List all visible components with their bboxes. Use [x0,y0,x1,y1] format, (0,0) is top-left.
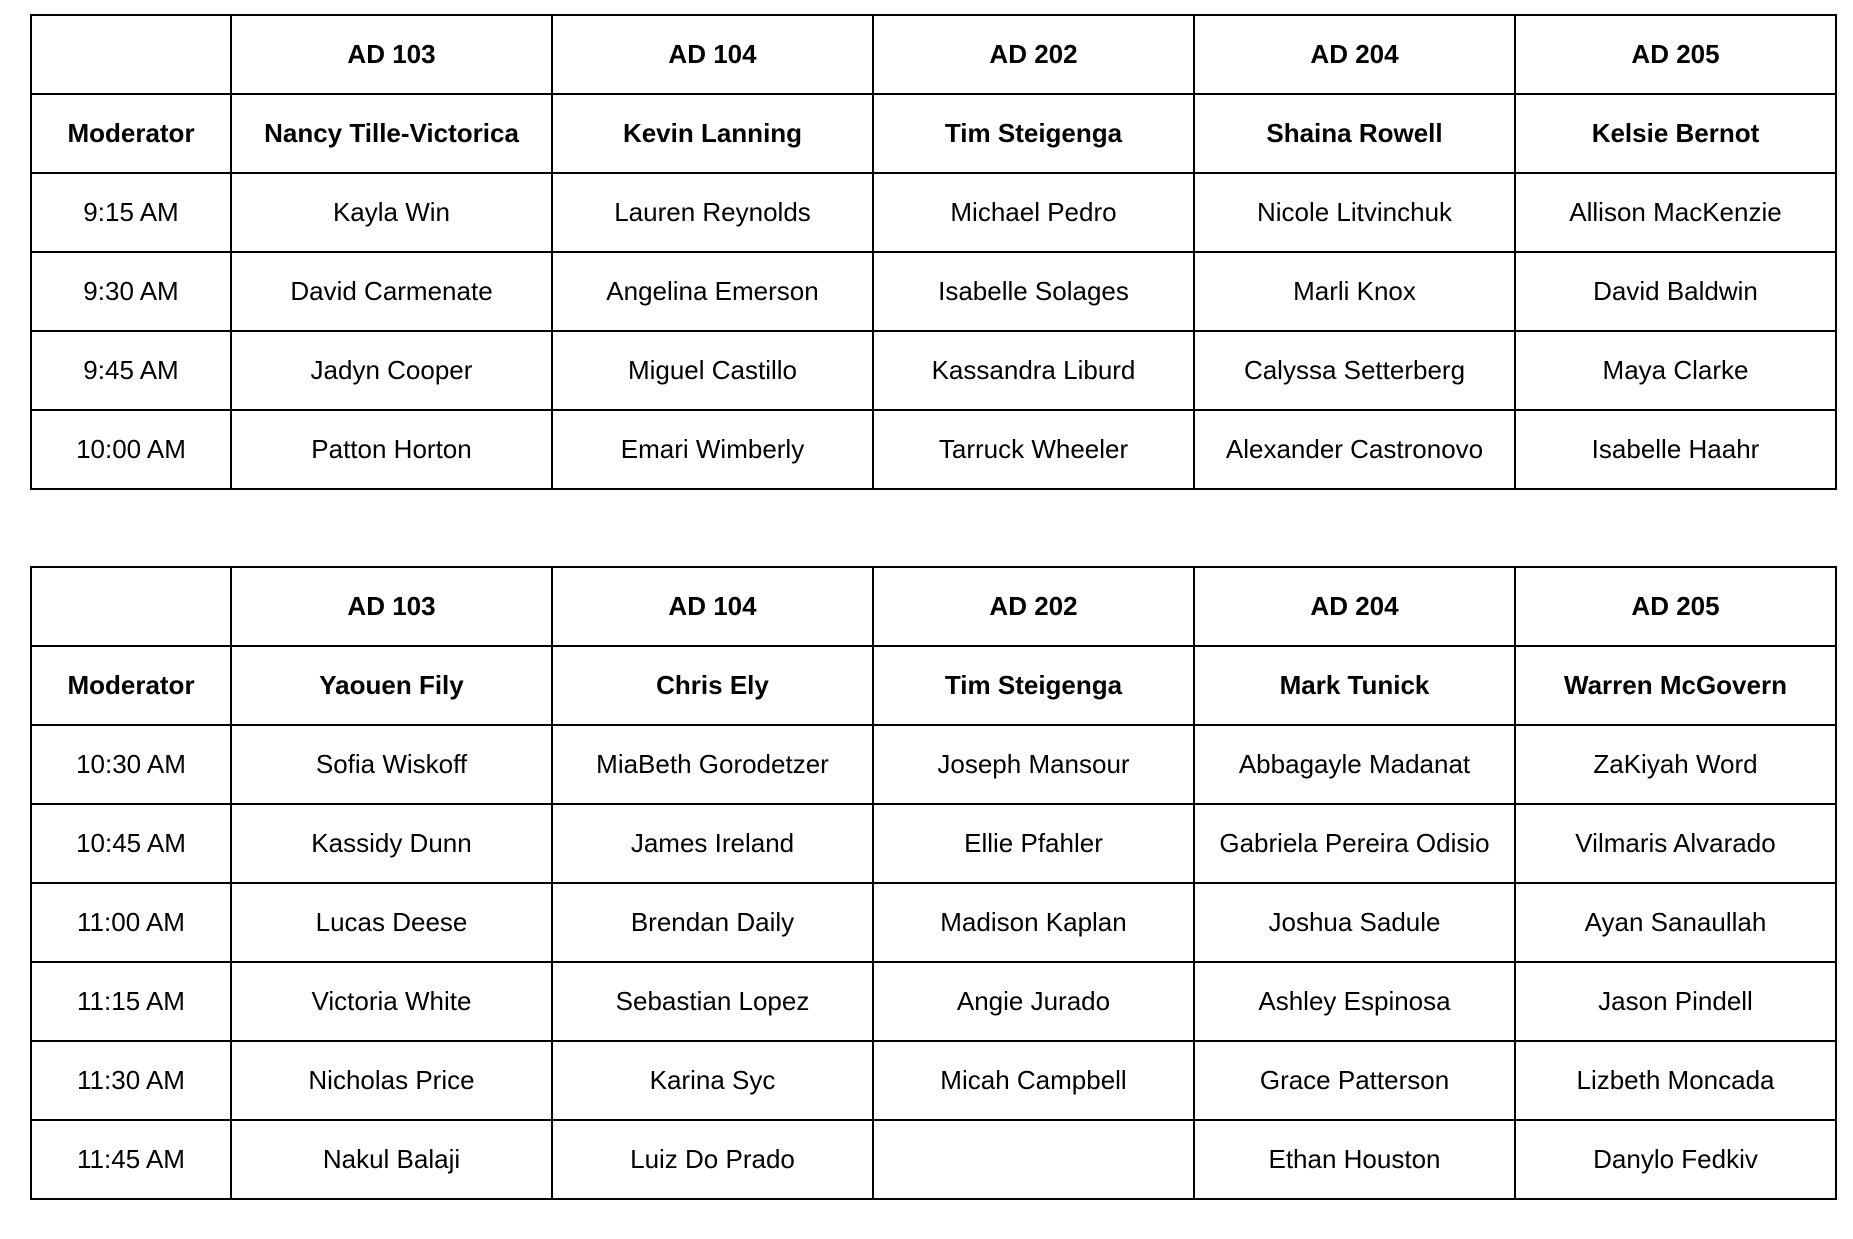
presenter-cell: Sofia Wiskoff [231,725,552,804]
room-header: AD 104 [552,567,873,646]
schedule-table-morning-1 [30,14,1837,490]
room-header: AD 205 [1515,567,1836,646]
presenter-cell: Brendan Daily [552,883,873,962]
time-cell: 11:30 AM [31,1041,231,1120]
presenter-cell: Ethan Houston [1194,1120,1515,1199]
presenter-cell: Lucas Deese [231,883,552,962]
presenter-cell: ZaKiyah Word [1515,725,1836,804]
presenter-cell: Angie Jurado [873,962,1194,1041]
presenter-cell: Victoria White [231,962,552,1041]
presenter-cell: Kassidy Dunn [231,804,552,883]
presenter-cell: Miguel Castillo [552,331,873,410]
presenter-cell: Nicholas Price [231,1041,552,1120]
presenter-cell: Joshua Sadule [1194,883,1515,962]
presenter-cell: Kassandra Liburd [873,331,1194,410]
presenter-cell: Abbagayle Madanat [1194,725,1515,804]
moderator-name: Chris Ely [552,646,873,725]
moderator-name: Tim Steigenga [873,646,1194,725]
presenter-cell: Ashley Espinosa [1194,962,1515,1041]
presenter-cell: Joseph Mansour [873,725,1194,804]
time-slot-row [31,804,1836,883]
presenter-cell: Ayan Sanaullah [1515,883,1836,962]
presenter-cell: Alexander Castronovo [1194,410,1515,489]
presenter-cell: Isabelle Haahr [1515,410,1836,489]
corner-cell [31,15,231,94]
presenter-cell: Danylo Fedkiv [1515,1120,1836,1199]
moderator-name: Mark Tunick [1194,646,1515,725]
presenter-cell: Patton Horton [231,410,552,489]
time-slot-row [31,962,1836,1041]
room-header: AD 202 [873,567,1194,646]
time-cell: 9:15 AM [31,173,231,252]
time-slot-row [31,173,1836,252]
moderator-name: Kevin Lanning [552,94,873,173]
presenter-cell-empty [873,1120,1194,1199]
time-cell: 11:15 AM [31,962,231,1041]
presenter-cell: Nicole Litvinchuk [1194,173,1515,252]
presenter-cell: Gabriela Pereira Odisio [1194,804,1515,883]
presenter-cell: Tarruck Wheeler [873,410,1194,489]
presenter-cell: Angelina Emerson [552,252,873,331]
presenter-cell: Nakul Balaji [231,1120,552,1199]
moderator-name: Shaina Rowell [1194,94,1515,173]
moderator-name: Tim Steigenga [873,94,1194,173]
presenter-cell: David Baldwin [1515,252,1836,331]
presenter-cell: Lauren Reynolds [552,173,873,252]
presenter-cell: Grace Patterson [1194,1041,1515,1120]
time-slot-row [31,725,1836,804]
schedule-table-morning-2 [30,566,1837,1200]
presenter-cell: Michael Pedro [873,173,1194,252]
presenter-cell: Luiz Do Prado [552,1120,873,1199]
presenter-cell: Ellie Pfahler [873,804,1194,883]
moderator-name: Kelsie Bernot [1515,94,1836,173]
presenter-cell: David Carmenate [231,252,552,331]
time-cell: 10:45 AM [31,804,231,883]
corner-cell [31,567,231,646]
moderator-name: Yaouen Fily [231,646,552,725]
presenter-cell: Micah Campbell [873,1041,1194,1120]
time-cell: 11:45 AM [31,1120,231,1199]
presenter-cell: Allison MacKenzie [1515,173,1836,252]
time-cell: 10:00 AM [31,410,231,489]
moderator-row [31,646,1836,725]
room-header: AD 204 [1194,15,1515,94]
time-slot-row [31,1120,1836,1199]
moderator-name: Warren McGovern [1515,646,1836,725]
time-slot-row [31,331,1836,410]
time-slot-row [31,410,1836,489]
room-header: AD 202 [873,15,1194,94]
presenter-cell: James Ireland [552,804,873,883]
room-header: AD 104 [552,15,873,94]
presenter-cell: Karina Syc [552,1041,873,1120]
room-header-row [31,567,1836,646]
moderator-label: Moderator [31,646,231,725]
moderator-label: Moderator [31,94,231,173]
presenter-cell: Maya Clarke [1515,331,1836,410]
presenter-cell: Jadyn Cooper [231,331,552,410]
presenter-cell: MiaBeth Gorodetzer [552,725,873,804]
room-header: AD 103 [231,567,552,646]
presenter-cell: Vilmaris Alvarado [1515,804,1836,883]
time-cell: 9:45 AM [31,331,231,410]
room-header: AD 205 [1515,15,1836,94]
time-cell: 11:00 AM [31,883,231,962]
time-slot-row [31,1041,1836,1120]
presenter-cell: Kayla Win [231,173,552,252]
presenter-cell: Madison Kaplan [873,883,1194,962]
time-cell: 9:30 AM [31,252,231,331]
presenter-cell: Calyssa Setterberg [1194,331,1515,410]
moderator-row [31,94,1836,173]
room-header: AD 103 [231,15,552,94]
room-header: AD 204 [1194,567,1515,646]
presenter-cell: Isabelle Solages [873,252,1194,331]
presenter-cell: Lizbeth Moncada [1515,1041,1836,1120]
presenter-cell: Sebastian Lopez [552,962,873,1041]
time-slot-row [31,883,1836,962]
moderator-name: Nancy Tille-Victorica [231,94,552,173]
presenter-cell: Emari Wimberly [552,410,873,489]
presenter-cell: Jason Pindell [1515,962,1836,1041]
presenter-cell: Marli Knox [1194,252,1515,331]
time-cell: 10:30 AM [31,725,231,804]
time-slot-row [31,252,1836,331]
room-header-row [31,15,1836,94]
